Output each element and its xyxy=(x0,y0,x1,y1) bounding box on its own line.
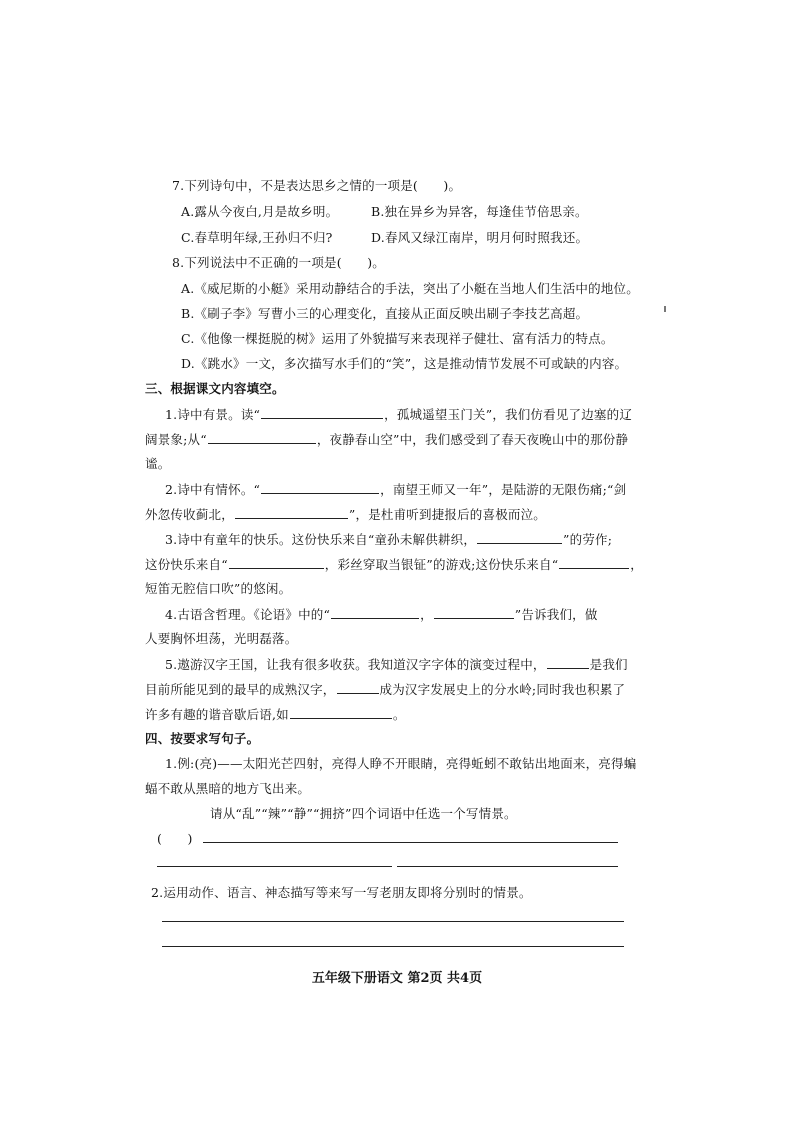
q7-option-a: A.露从今夜白,月是故乡明。 xyxy=(181,204,339,219)
answer-line-2b[interactable] xyxy=(397,866,618,867)
fill-1-line-2: 阔景象;从“ ，夜静春山空”中，我们感受到了春天夜晚山中的那份静 xyxy=(145,432,629,447)
q7-stem: 7.下列诗句中，不是表达思乡之情的一项是( )。 xyxy=(172,178,462,193)
blank-2a[interactable] xyxy=(261,481,379,494)
q8-option-d: D.《跳水》一文，多次描写水手们的“笑”，这是推动情节发展不可或缺的内容。 xyxy=(181,356,628,371)
section3-title: 三、根据课文内容填空。 xyxy=(145,381,285,396)
q7-option-c: C.春草明年绿,王孙归不归? xyxy=(181,230,333,245)
q8-stem: 8.下列说法中不正确的一项是( )。 xyxy=(172,255,385,270)
sentence-1-example-line-2: 蝠不敢从黑暗的地方飞出来。 xyxy=(145,781,311,796)
q8-option-b: B.《刷子李》写曹小三的心理变化，直接从正面反映出刷子李技艺高超。 xyxy=(181,306,589,321)
sentence-1-instruction: 请从“乱”“辣”“静”“拥挤”四个词语中任选一个写情景。 xyxy=(210,806,517,821)
blank-5b[interactable] xyxy=(337,681,379,694)
fill-4-line-2: 人要胸怀坦荡，光明磊落。 xyxy=(145,631,298,646)
fill-1-line-3: 谧。 xyxy=(145,456,171,471)
fill-3-line-3: 短笛无腔信口吹”的悠闲。 xyxy=(145,581,292,596)
blank-1b[interactable] xyxy=(208,431,316,444)
fill-3-line-2: 这份快乐来自“ ，彩丝穿取当银钲”的游戏;这份快乐来自“ ， xyxy=(145,557,643,572)
blank-3b[interactable] xyxy=(229,556,324,569)
fill-5-line-2: 目前所能见到的最早的成熟汉字， 成为汉字发展史上的分水岭;同时我也积累了 xyxy=(145,682,626,697)
blank-3c[interactable] xyxy=(559,556,629,569)
fill-4-line-1: 4.古语含哲理。《论语》中的“ ， ”告诉我们，做 xyxy=(165,607,598,622)
q8-option-c: C.《他像一棵挺脱的树》运用了外貌描写来表现祥子健壮、富有活力的特点。 xyxy=(181,331,614,346)
answer-line-4[interactable] xyxy=(162,946,624,947)
section4-title: 四、按要求写句子。 xyxy=(145,731,260,746)
sentence-2-stem: 2.运用动作、语言、神态描写等来写一写老朋友即将分别时的情景。 xyxy=(151,885,532,900)
q8-option-a: A.《威尼斯的小艇》采用动静结合的手法，突出了小艇在当地人们生活中的地位。 xyxy=(181,281,639,296)
fill-2-line-2: 外忽传收蓟北， ”，是杜甫听到捷报后的喜极而泣。 xyxy=(145,507,546,522)
answer-line-2a[interactable] xyxy=(157,866,392,867)
blank-3a[interactable] xyxy=(477,531,562,544)
answer-line-1[interactable] xyxy=(203,842,618,843)
sentence-1-example-line-1: 1.例:(亮)——太阳光芒四射，亮得人睁不开眼睛，亮得蚯蚓不敢钻出地面来，亮得蝙 xyxy=(165,756,637,771)
q7-option-d: D.春风又绿江南岸，明月何时照我还。 xyxy=(371,230,589,245)
q7-option-b: B.独在异乡为异客，每逢佳节倍思亲。 xyxy=(371,204,588,219)
page-footer: 五年级下册语文 第2页 共4页 xyxy=(311,971,483,986)
blank-4a[interactable] xyxy=(331,606,419,619)
fill-3-line-1: 3.诗中有童年的快乐。这份快乐来自“童孙未解供耕织， ”的劳作; xyxy=(165,532,613,547)
answer-line-3[interactable] xyxy=(162,921,624,922)
fill-5-line-1: 5.遨游汉字王国，让我有很多收获。我知道汉字字体的演变过程中， 是我们 xyxy=(165,657,628,672)
blank-4b[interactable] xyxy=(434,606,514,619)
blank-2b[interactable] xyxy=(235,506,348,519)
blank-5a[interactable] xyxy=(547,656,589,669)
blank-1a[interactable] xyxy=(261,406,383,419)
scan-speck xyxy=(664,306,666,312)
blank-5c[interactable] xyxy=(290,706,392,719)
fill-5-line-3: 许多有趣的谐音歇后语,如 。 xyxy=(145,707,406,722)
sentence-1-paren: ( ) xyxy=(157,831,193,846)
fill-1-line-1: 1.诗中有景。读“ ，孤城遥望玉门关”，我们仿看见了边塞的辽 xyxy=(165,407,633,422)
fill-2-line-1: 2.诗中有情怀。“ ，南望王师又一年”，是陆游的无限伤痛;“剑 xyxy=(165,482,627,497)
